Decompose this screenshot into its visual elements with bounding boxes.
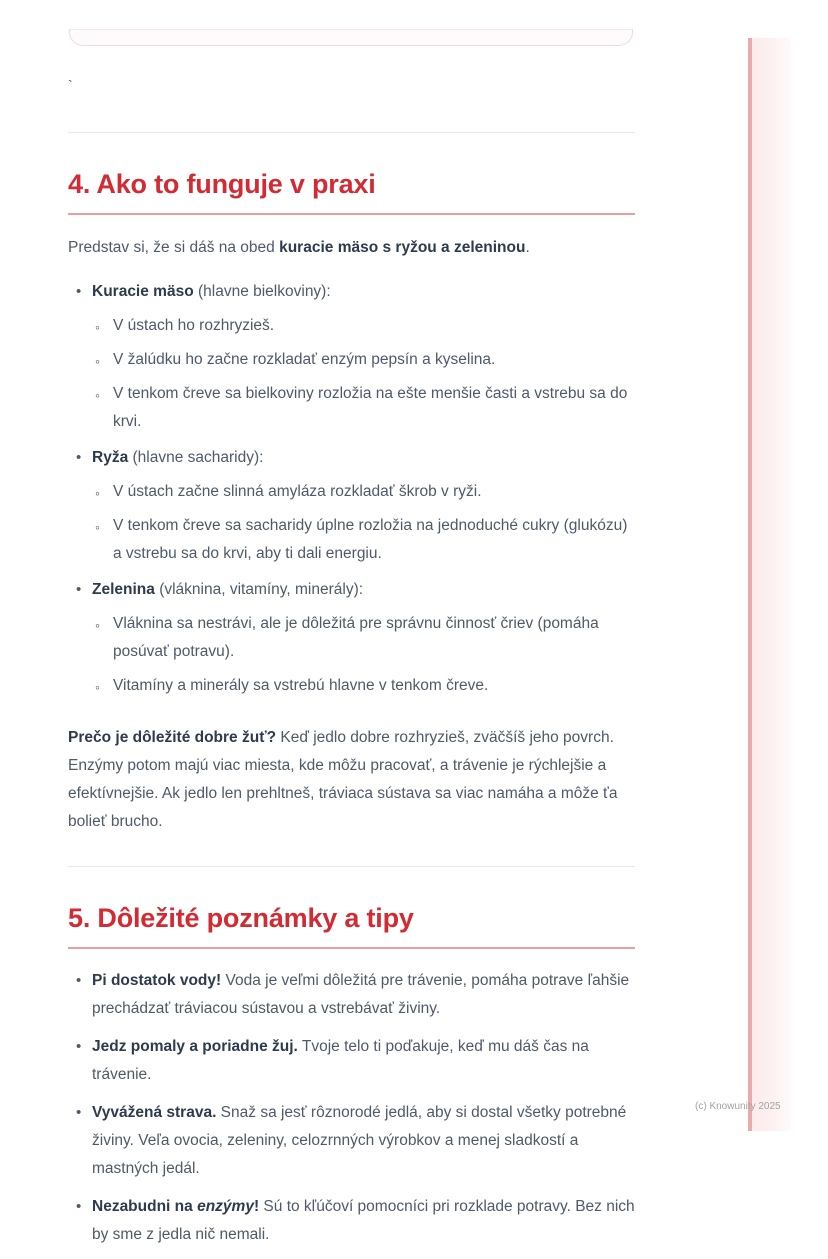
tip-item-balanced-diet xyxy=(92,1099,635,1183)
list-item-ryza xyxy=(92,444,635,568)
tip-item-enzymes xyxy=(92,1193,635,1249)
tip-bold xyxy=(92,1198,259,1215)
tip-rest: Snaž sa jesť rôznorodé jedlá, aby si dostal všetky potrebné živiny. Veľa ovocia, zeleniny, celozrnných výrobkov a menej sladkostí a mastných jedál. xyxy=(92,1104,627,1177)
sub-list xyxy=(92,610,635,700)
section-5-title-rule xyxy=(68,947,635,949)
list-item-rest: (vláknina, vitamíny, minerály): xyxy=(154,581,364,598)
list-item-kuracie-maso xyxy=(92,278,635,436)
sub-list-item: ◦ Vitamíny a minerály sa vstrebú hlavne v tenkom čreve. xyxy=(113,672,635,700)
section-5-title: 5. Dôležité poznámky a tipy xyxy=(68,903,414,933)
section-4-title-rule xyxy=(68,213,635,215)
tip-rest: Sú to kľúčoví pomocníci pri rozklade potravy. Bez nich by sme z jedla nič nemali. xyxy=(92,1198,635,1243)
list-item-bold: Zelenina xyxy=(92,581,155,598)
list-item-lead xyxy=(92,278,635,306)
sub-list-item: ◦ V ústach začne slinná amyláza rozkladať škrob v ryži. xyxy=(113,478,635,506)
intro-bold-text: kuracie mäso s ryžou a zeleninou xyxy=(279,239,526,256)
stray-backtick-text: ` xyxy=(68,77,73,93)
section-divider xyxy=(68,866,635,867)
note-rest: Keď jedlo dobre rozhryzieš, zväčšíš jeho povrch. Enzýmy potom majú viac miesta, kde môžu pracovať, a trávenie je rýchlejšie a efektívnejšie. Ak jedlo len prehltneš, tráviaca sústava sa viac namáha a môže ťa bolieť brucho. xyxy=(68,729,618,830)
intro-end-text: . xyxy=(525,239,530,256)
tip-item-chew xyxy=(92,1033,635,1089)
tip-bold: Vyvážená strava. xyxy=(92,1104,217,1121)
sub-list-item: ◦ V ústach ho rozhryzieš. xyxy=(113,312,635,340)
section-4-title: 4. Ako to funguje v praxi xyxy=(68,169,376,199)
list-item-zelenina xyxy=(92,576,635,700)
tip-bold-pre: Nezabudni na xyxy=(92,1198,198,1215)
list-item-bold: Kuracie mäso xyxy=(92,283,194,300)
tip-rest: Tvoje telo ti poďakuje, keď mu dáš čas na trávenie. xyxy=(92,1038,589,1083)
intro-regular-text: Predstav si, že si dáš na obed xyxy=(68,239,280,256)
copyright-label: (c) Knowunity 2025 xyxy=(695,1101,781,1112)
food-breakdown-list xyxy=(68,278,635,700)
section-4-intro xyxy=(68,234,635,262)
sub-list-item: ◦ V žalúdku ho začne rozkladať enzým pepsín a kyselina. xyxy=(113,346,635,374)
tip-bold-italic: enzýmy xyxy=(197,1198,254,1215)
sub-list-item: ◦ V tenkom čreve sa bielkoviny rozložia na ešte menšie časti a vstrebu sa do krvi. xyxy=(113,380,635,436)
tip-item-water xyxy=(92,967,635,1023)
sub-list xyxy=(92,478,635,568)
list-item-lead xyxy=(92,444,635,472)
note-bold: Prečo je dôležité dobre žuť? xyxy=(68,729,277,746)
list-item-bold: Ryža xyxy=(92,449,129,466)
sub-list-item: ◦ V tenkom čreve sa sacharidy úplne rozložia na jednoduché cukry (glukózu) a vstrebu sa do krvi, aby ti dali energiu. xyxy=(113,512,635,568)
list-item-rest: (hlavne bielkoviny): xyxy=(193,283,331,300)
tips-list xyxy=(68,967,635,1249)
section-divider xyxy=(68,132,635,133)
tip-bold-post: ! xyxy=(253,1198,260,1215)
sub-list xyxy=(92,312,635,436)
list-item-lead xyxy=(92,576,635,604)
page-edge-stripe xyxy=(748,38,791,1131)
chewing-note-paragraph xyxy=(68,724,635,836)
tip-bold: Jedz pomaly a poriadne žuj. xyxy=(92,1038,298,1055)
sub-list-item: ◦ Vláknina sa nestrávi, ale je dôležitá pre správnu činnosť čriev (pomáha posúvať potravu). xyxy=(113,610,635,666)
list-item-rest: (hlavne sacharidy): xyxy=(128,449,264,466)
tip-rest: Voda je veľmi dôležitá pre trávenie, pomáha potrave ľahšie prechádzať tráviacou sústavou a vstrebávať živiny. xyxy=(92,972,630,1017)
tip-bold: Pi dostatok vody! xyxy=(92,972,222,989)
document-content xyxy=(68,0,635,1259)
